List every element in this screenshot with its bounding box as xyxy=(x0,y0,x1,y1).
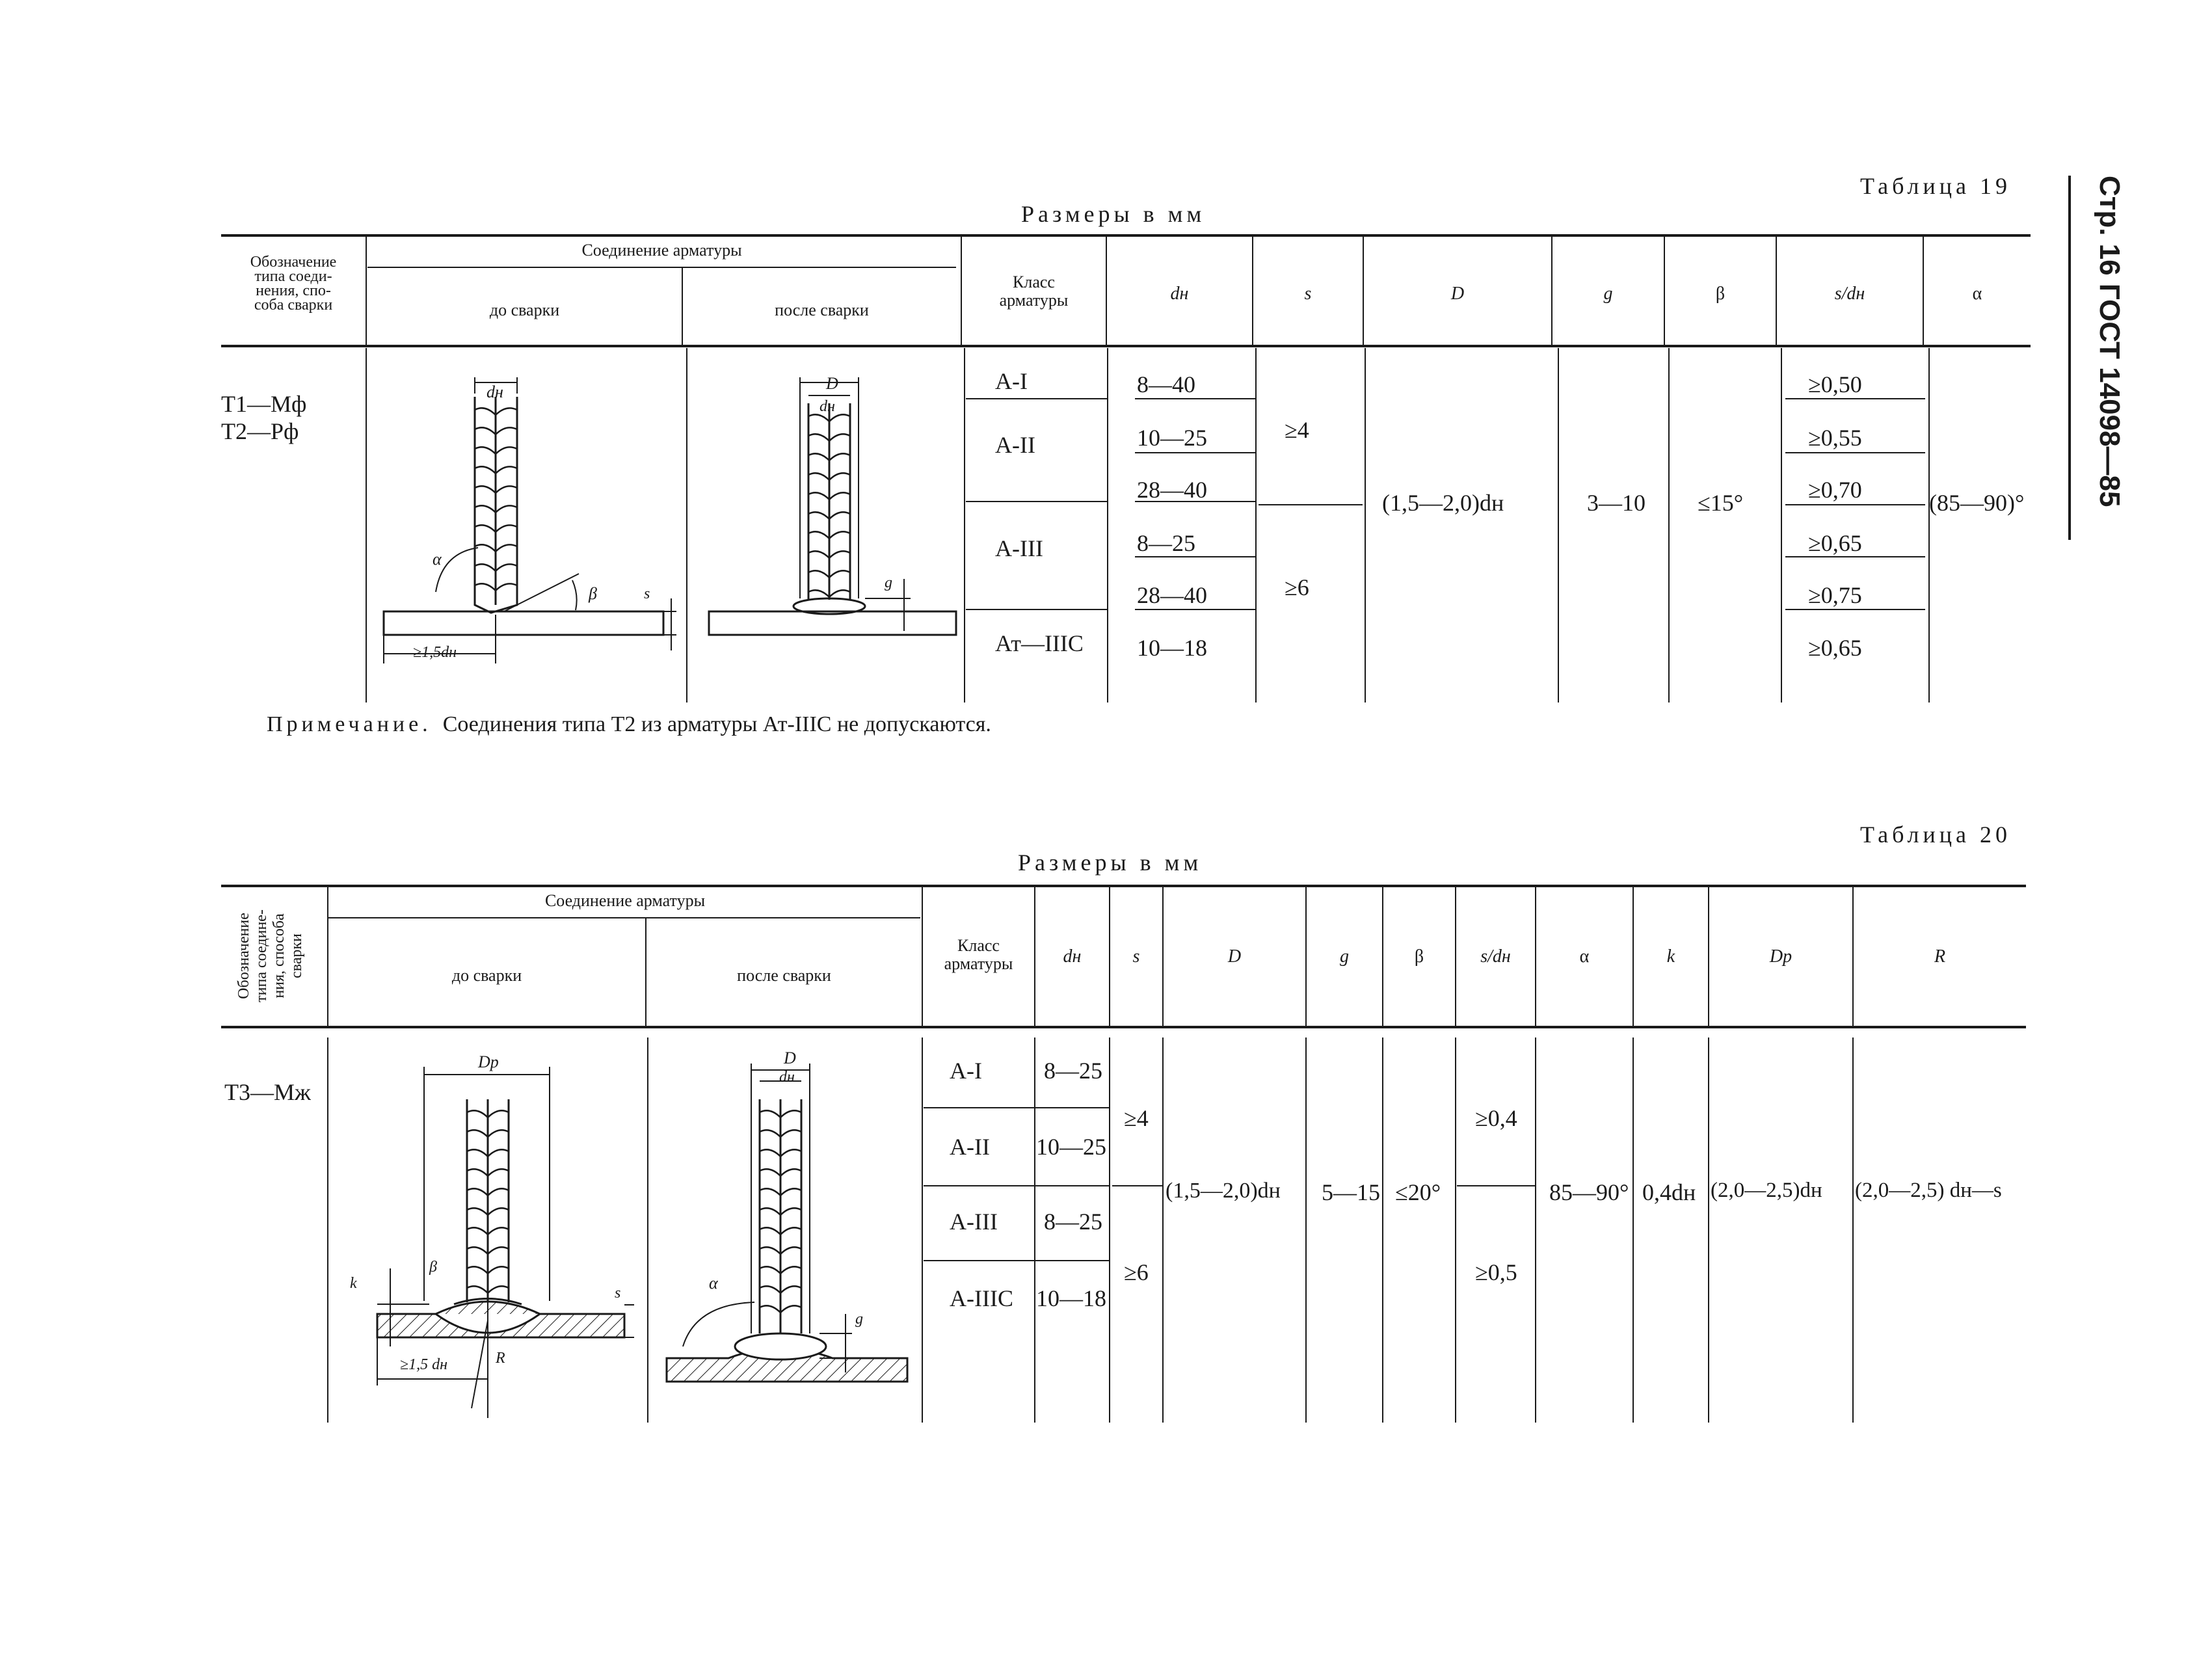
t20-before-s-label: s xyxy=(615,1285,621,1302)
t20-h-beta: β xyxy=(1414,946,1424,967)
t19-h-sdn: s/dн xyxy=(1834,284,1865,304)
t20-h-joint: Соединение арматуры xyxy=(544,891,706,910)
t20-before-k-label: k xyxy=(350,1275,357,1292)
t19-g: 3—10 xyxy=(1587,490,1646,516)
t19-before-s-label: s xyxy=(644,585,650,602)
t19-class-3: А-III xyxy=(995,535,1043,561)
page-side-header: Стр. 16 ГОСТ 14098—85 xyxy=(2094,176,2125,507)
t20-before-R-label: R xyxy=(496,1350,505,1367)
t20-h-Dp: Dр xyxy=(1769,946,1792,967)
t19-before-beta-label: β xyxy=(589,584,597,603)
table19-units: Размеры в мм xyxy=(1021,201,1206,227)
side-divider xyxy=(2068,176,2071,540)
t19-alpha: (85—90)° xyxy=(1929,490,2025,516)
t19-dn-4: 8—25 xyxy=(1137,530,1195,556)
t19-dn-1: 8—40 xyxy=(1137,371,1195,397)
t19-h-beta: β xyxy=(1715,284,1726,304)
t20-after-g-label: g xyxy=(855,1311,863,1328)
t19-dn-6: 10—18 xyxy=(1137,635,1207,661)
t20-h-D: D xyxy=(1227,946,1242,967)
t19-h-D: D xyxy=(1450,284,1465,304)
t20-h-s: s xyxy=(1132,946,1140,967)
t20-h-sdn: s/dн xyxy=(1480,946,1511,967)
t19-dn-3: 28—40 xyxy=(1137,477,1207,503)
t20-R: (2,0—2,5) dн—s xyxy=(1855,1179,2002,1202)
t19-after-g-label: g xyxy=(885,574,892,591)
t20-beta: ≤20° xyxy=(1395,1179,1441,1205)
t20-s-1: ≥4 xyxy=(1124,1105,1149,1131)
t19-before-dn-label: dн xyxy=(486,382,503,401)
t20-h-dn: dн xyxy=(1063,946,1082,967)
t19-class-1: А-I xyxy=(995,368,1028,394)
t20-drawing-after xyxy=(657,1047,917,1399)
t19-h-g: g xyxy=(1603,284,1613,304)
t20-class-1: А-I xyxy=(950,1058,982,1084)
t20-Dp: (2,0—2,5)dн xyxy=(1711,1179,1822,1202)
t19-h-after: после сварки xyxy=(775,301,869,319)
t19-sdn-4: ≥0,65 xyxy=(1808,530,1862,556)
t19-D: (1,5—2,0)dн xyxy=(1382,490,1504,516)
t19-s-1: ≥4 xyxy=(1285,417,1309,443)
table20-units: Размеры в мм xyxy=(1018,850,1203,876)
t20-h-before: до сварки xyxy=(451,966,522,985)
t19-h-class: Класс арматуры xyxy=(999,273,1069,310)
t19-beta: ≤15° xyxy=(1698,490,1744,516)
t20-D: (1,5—2,0)dн xyxy=(1166,1179,1281,1203)
t19-h-designation: Обозначение типа соеди- нения, спо- соба сварки xyxy=(250,254,337,314)
t19-header-rule xyxy=(221,345,2031,347)
t19-h-before: до сварки xyxy=(489,301,560,319)
table20-label: Таблица 20 xyxy=(1860,822,2011,848)
t20-before-len-label: ≥1,5 dн xyxy=(400,1356,448,1373)
t19-after-dn-label: dн xyxy=(820,398,835,415)
table19-label: Таблица 19 xyxy=(1860,173,2011,199)
t20-sdn-1: ≥0,4 xyxy=(1475,1105,1517,1131)
t19-h-joint: Соединение арматуры xyxy=(581,241,742,260)
t19-class-2: А-II xyxy=(995,432,1035,458)
t20-s-2: ≥6 xyxy=(1124,1259,1149,1285)
t20-header-rule xyxy=(221,1026,2026,1028)
t20-h-k: k xyxy=(1666,946,1675,967)
t20-k: 0,4dн xyxy=(1642,1179,1696,1205)
t20-after-dn-label: dн xyxy=(779,1069,795,1086)
t20-dn-2: 10—25 xyxy=(1036,1134,1106,1160)
t20-sdn-2: ≥0,5 xyxy=(1475,1259,1517,1285)
note: Примечание. Соединения типа Т2 из арматуры Ат-IIIС не допускаются. xyxy=(267,712,991,736)
t20-class-4: А-IIIС xyxy=(950,1285,1013,1311)
t19-sdn-1: ≥0,50 xyxy=(1808,371,1862,397)
t20-h-alpha: α xyxy=(1579,946,1590,967)
t20-after-alpha-label: α xyxy=(709,1274,718,1292)
t20-h-g: g xyxy=(1340,946,1349,967)
t19-dn-5: 28—40 xyxy=(1137,582,1207,608)
t20-dn-1: 8—25 xyxy=(1044,1058,1102,1084)
t19-h-dn: dн xyxy=(1170,284,1189,304)
t19-after-D-label: D xyxy=(826,374,838,393)
t20-designation: Т3—Мж xyxy=(224,1079,311,1105)
t20-h-designation: Обозначение типа соедине- ния, способа сварки xyxy=(235,909,305,1002)
t20-h-R: R xyxy=(1934,946,1946,967)
t20-before-beta-label: β xyxy=(429,1259,437,1276)
t19-drawing-before xyxy=(377,364,683,676)
t20-alpha: 85—90° xyxy=(1549,1179,1629,1205)
t20-before-Dp-label: Dр xyxy=(478,1052,499,1071)
t19-before-alpha-label: α xyxy=(433,550,442,569)
t19-sdn-5: ≥0,75 xyxy=(1808,582,1862,608)
t19-h-s: s xyxy=(1304,284,1312,304)
t19-sdn-2: ≥0,55 xyxy=(1808,425,1862,451)
t19-designation: Т1—Мф Т2—Рф xyxy=(221,391,307,444)
t19-dn-2: 10—25 xyxy=(1137,425,1207,451)
t19-top-rule xyxy=(221,234,2031,237)
t20-g: 5—15 xyxy=(1322,1179,1380,1205)
t20-top-rule xyxy=(221,885,2026,887)
t19-s-2: ≥6 xyxy=(1285,574,1309,600)
t20-dn-4: 10—18 xyxy=(1036,1285,1106,1311)
t19-class-4: Ат—IIIС xyxy=(995,630,1084,656)
t19-sdn-6: ≥0,65 xyxy=(1808,635,1862,661)
t20-after-D-label: D xyxy=(784,1049,796,1067)
t20-dn-3: 8—25 xyxy=(1044,1209,1102,1235)
t20-h-after: после сварки xyxy=(737,966,831,985)
t20-class-3: А-III xyxy=(950,1209,998,1235)
t19-before-len-label: ≥1,5dн xyxy=(413,644,457,661)
t19-h-alpha: α xyxy=(1972,284,1982,304)
t19-sdn-3: ≥0,70 xyxy=(1808,477,1862,503)
t20-class-2: А-II xyxy=(950,1134,990,1160)
t20-h-class: Класс арматуры xyxy=(944,936,1013,973)
